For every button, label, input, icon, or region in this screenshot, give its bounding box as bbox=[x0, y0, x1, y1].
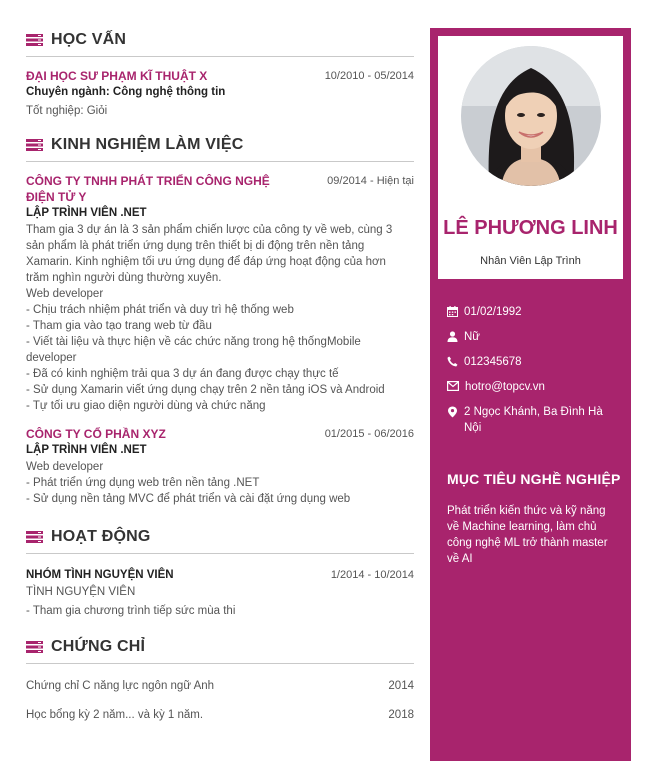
desc-line: developer bbox=[26, 352, 77, 364]
desc-line: - Sử dụng Xamarin viết ứng dụng chạy trên 2 nền tảng iOS và Android bbox=[26, 384, 385, 396]
certificate-year: 2014 bbox=[388, 680, 414, 692]
certificate-name: Chứng chỉ C năng lực ngôn ngữ Anh bbox=[26, 680, 215, 692]
desc-line: - Tự tối ưu giao diện người dùng và chức năng bbox=[26, 400, 266, 412]
desc-line: trăm nghìn người dùng thường xuyên. bbox=[26, 272, 222, 284]
job-role: LẬP TRÌNH VIÊN .NET bbox=[26, 207, 147, 219]
education-grade: Tốt nghiệp: Giỏi bbox=[26, 105, 108, 117]
section-bars-icon bbox=[26, 641, 43, 653]
certificate-list bbox=[26, 680, 414, 727]
goal-line: Phát triển kiến thức và kỹ năng bbox=[447, 505, 606, 517]
certificate-row bbox=[26, 709, 414, 727]
goal-line: công nghệ ML trở thành master bbox=[447, 537, 608, 549]
certificate-year: 2018 bbox=[388, 709, 414, 721]
experience-title: KINH NGHIỆM LÀM VIỆC bbox=[51, 136, 244, 153]
birthday-row bbox=[447, 304, 627, 320]
sidebar bbox=[430, 28, 631, 761]
education-entry bbox=[26, 68, 414, 119]
avatar bbox=[461, 46, 601, 186]
desc-line: Xamarin. Kinh nghiệm tối ưu ứng dụng để đáp ứng hoạt động của hơn bbox=[26, 256, 386, 268]
certificates-heading bbox=[26, 635, 414, 664]
education-heading bbox=[26, 28, 414, 57]
education-date: 10/2010 - 05/2014 bbox=[324, 70, 414, 82]
activity-date: 1/2014 - 10/2014 bbox=[330, 569, 414, 581]
certificate-name: Học bổng kỳ 2 năm... và kỳ 1 năm. bbox=[26, 709, 204, 721]
address-cont: Nội bbox=[464, 422, 482, 434]
company-name: CÔNG TY CỔ PHẦN XYZ bbox=[26, 427, 166, 441]
activity-role: TÌNH NGUYỆN VIÊN bbox=[26, 586, 136, 598]
profile-name: LÊ PHƯƠNG LINH bbox=[443, 217, 618, 239]
email-row bbox=[447, 379, 627, 395]
phone-icon bbox=[447, 356, 458, 367]
activities-heading bbox=[26, 525, 414, 554]
experience-heading bbox=[26, 133, 414, 162]
desc-line: - Sử dụng nền tảng MVC để phát triển và cài đặt ứng dụng web bbox=[26, 493, 351, 505]
job-description bbox=[26, 459, 414, 507]
company-name: CÔNG TY TNHH PHÁT TRIỂN CÔNG NGHỆ bbox=[26, 174, 270, 188]
certificates-title: CHỨNG CHỈ bbox=[51, 638, 146, 655]
certificate-row bbox=[26, 680, 414, 698]
section-bars-icon bbox=[26, 531, 43, 543]
education-title: HỌC VẤN bbox=[51, 31, 127, 48]
desc-line: - Viết tài liệu và thực hiện về các chức năng trong hệ thốngMobile bbox=[26, 336, 361, 348]
desc-line: - Chịu trách nhiệm phát triển và duy trì hệ thống web bbox=[26, 304, 294, 316]
gender-row bbox=[447, 329, 627, 345]
phone-row bbox=[447, 354, 627, 370]
desc-line: Web developer bbox=[26, 288, 104, 300]
profile-card bbox=[438, 36, 623, 279]
section-bars-icon bbox=[26, 139, 43, 151]
address-row bbox=[447, 404, 627, 436]
birthday: 01/02/1992 bbox=[464, 306, 522, 318]
goal-line: về AI bbox=[447, 553, 473, 565]
career-goal-text bbox=[447, 503, 619, 567]
envelope-icon bbox=[447, 381, 459, 391]
email: hotro@topcv.vn bbox=[465, 381, 545, 393]
desc-line: - Đã có kinh nghiệm trải qua 3 dự án đang được chạy thực tế bbox=[26, 368, 339, 380]
career-goal-title: MỤC TIÊU NGHỀ NGHIỆP bbox=[447, 471, 621, 487]
address: 2 Ngọc Khánh, Ba Đình Hà bbox=[464, 406, 603, 418]
phone: 012345678 bbox=[464, 356, 522, 368]
activities-title: HOẠT ĐỘNG bbox=[51, 528, 151, 545]
desc-line: Tham gia 3 dự án là 3 sản phẩm chiến lược của công ty về web, cùng 3 bbox=[26, 224, 393, 236]
section-bars-icon bbox=[26, 34, 43, 46]
main-column bbox=[26, 28, 414, 727]
desc-line: sản phẩm là phát triển ứng dụng trên thiết bị di động trên nền tảng bbox=[26, 240, 365, 252]
desc-line: Web developer bbox=[26, 461, 104, 473]
activity-desc: - Tham gia chương trình tiếp sức mùa thi bbox=[26, 605, 236, 617]
company-name-cont: ĐIỆN TỬ Y bbox=[26, 190, 87, 204]
portrait-photo bbox=[461, 46, 601, 186]
desc-line: - Phát triển ứng dụng web trên nền tảng .NET bbox=[26, 477, 260, 489]
goal-line: về Machine learning, làm chủ bbox=[447, 521, 597, 533]
job-role: LẬP TRÌNH VIÊN .NET bbox=[26, 444, 147, 456]
profile-job-title: Nhân Viên Lập Trình bbox=[480, 255, 581, 267]
activity-entry bbox=[26, 567, 414, 619]
job-date: 01/2015 - 06/2016 bbox=[324, 428, 414, 440]
education-major: Chuyên ngành: Công nghệ thông tin bbox=[26, 86, 226, 98]
job-description bbox=[26, 222, 414, 414]
school-name: ĐẠI HỌC SƯ PHẠM KĨ THUẬT X bbox=[26, 69, 208, 83]
gender: Nữ bbox=[464, 331, 481, 343]
calendar-icon bbox=[447, 306, 458, 317]
desc-line: - Tham gia vào tạo trang web từ đầu bbox=[26, 320, 212, 332]
user-icon bbox=[447, 331, 458, 342]
job-date: 09/2014 - Hiện tại bbox=[327, 175, 414, 187]
job-entry bbox=[26, 173, 414, 414]
job-entry bbox=[26, 426, 414, 507]
location-pin-icon bbox=[447, 406, 458, 418]
activity-org: NHÓM TÌNH NGUYỆN VIÊN bbox=[26, 569, 174, 581]
